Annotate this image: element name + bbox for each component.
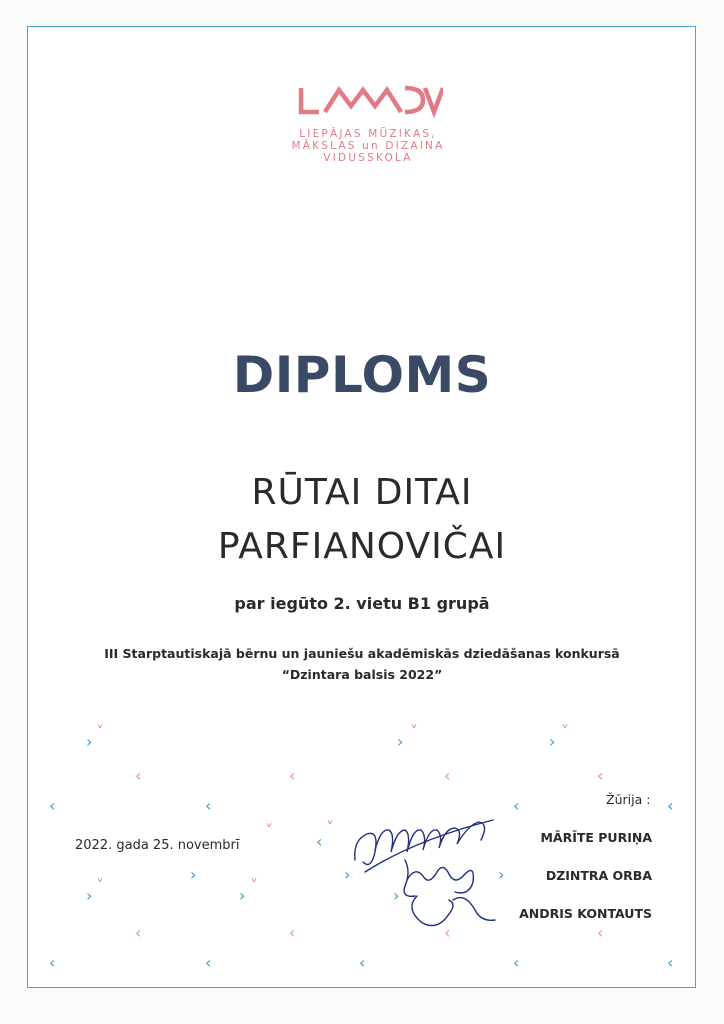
- decor-chevron: ‹: [513, 953, 520, 972]
- jury-member-2: DZINTRA ORBA: [545, 868, 652, 883]
- recipient-name-line-2: PARFIANOVIČAI: [217, 526, 507, 567]
- decor-chevron: ‹: [205, 953, 212, 972]
- decor-chevron: ‹: [444, 923, 451, 942]
- decor-chevron: ˅: [265, 821, 273, 840]
- decor-chevron: ›: [239, 886, 246, 905]
- jury-member-3: ANDRIS KONTAUTS: [519, 906, 652, 921]
- school-logo: [288, 82, 448, 178]
- decor-chevron: ›: [86, 886, 93, 905]
- logo-text-line-3: VIDUSSKOLA: [323, 152, 413, 164]
- decor-chevron: ‹: [597, 923, 604, 942]
- decor-chevron: ˅: [410, 722, 418, 741]
- decor-chevron: ‹: [135, 923, 142, 942]
- handwritten-signatures: [345, 800, 510, 935]
- contest-line-2: “Dzintara balsis 2022”: [281, 667, 443, 682]
- decor-chevron: ‹: [444, 766, 451, 785]
- decor-chevron: ‹: [513, 796, 520, 815]
- jury-member-1: MĀRĪTE PURIŅA: [540, 830, 652, 845]
- decor-chevron: ›: [393, 886, 400, 905]
- decor-chevron: ›: [86, 732, 93, 751]
- decor-chevron: ›: [549, 732, 556, 751]
- decor-chevron: ›: [190, 865, 197, 884]
- decor-chevron: ›: [344, 865, 351, 884]
- decor-chevron: ‹: [359, 953, 366, 972]
- decor-chevron: ˅: [250, 876, 258, 895]
- logo-text-line-2: MĀKSLAS un DIZAINA: [291, 140, 445, 152]
- decor-chevron: ‹: [49, 953, 56, 972]
- decor-chevron: ˅: [96, 722, 104, 741]
- decor-chevron: ‹: [205, 796, 212, 815]
- decor-chevron: ‹: [316, 832, 323, 851]
- decor-chevron: ‹: [135, 766, 142, 785]
- decor-chevron: ˅: [561, 722, 569, 741]
- award-text: par iegūto 2. vietu B1 grupā: [234, 594, 490, 613]
- issue-date: 2022. gada 25. novembrī: [75, 838, 240, 853]
- contest-line-1: III Starptautiskajā bērnu un jauniešu akadēmiskās dziedāšanas konkursā: [104, 646, 620, 661]
- diploma-title: DIPLOMS: [232, 346, 492, 404]
- decor-chevron: ‹: [597, 766, 604, 785]
- decor-chevron: ›: [498, 865, 505, 884]
- decor-chevron: ‹: [49, 796, 56, 815]
- school-logo-mark: [293, 82, 443, 118]
- logo-text-line-1: LIEPĀJAS MŪZIKAS,: [299, 128, 437, 140]
- decor-chevron: ˅: [96, 876, 104, 895]
- jury-label: Žūrija :: [606, 792, 651, 807]
- decor-chevron: ›: [397, 732, 404, 751]
- decor-chevron: ‹: [667, 796, 674, 815]
- recipient-name-line-1: RŪTAI DITAI: [251, 472, 473, 513]
- decor-chevron: ‹: [289, 923, 296, 942]
- decor-chevron: ‹: [667, 953, 674, 972]
- decor-chevron: ‹: [289, 766, 296, 785]
- decor-chevron: ˅: [326, 818, 334, 837]
